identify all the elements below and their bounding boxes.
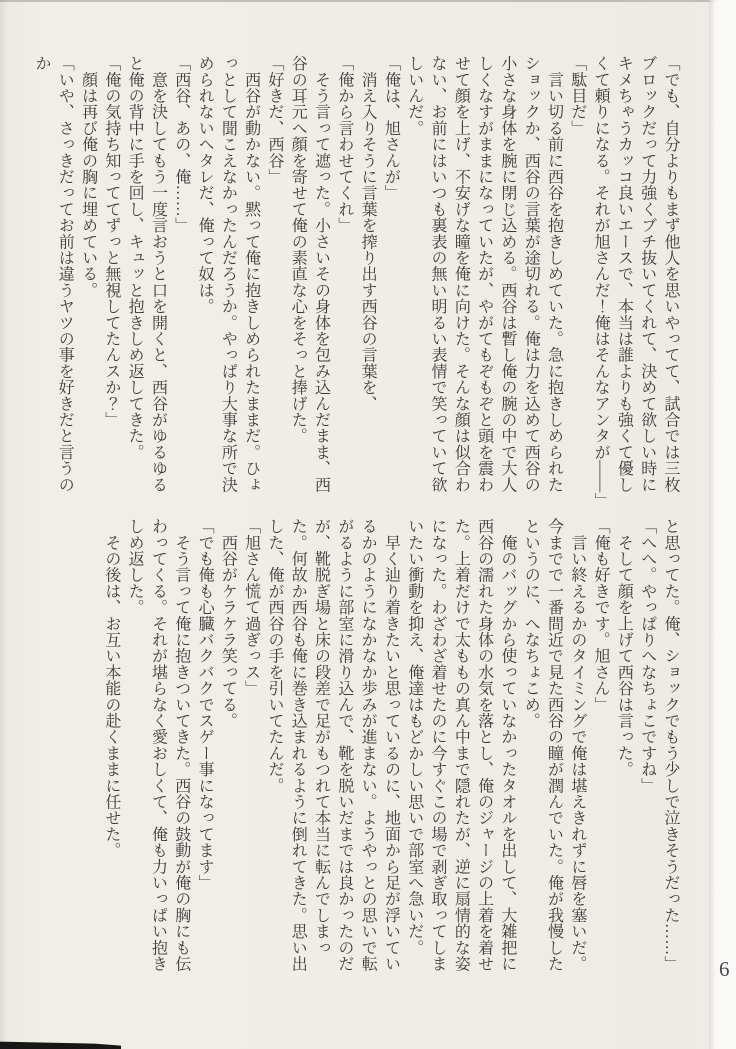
- paragraph: 「俺は、旭さんが」: [382, 55, 400, 201]
- scan-artifact-bottom-left: [0, 1040, 121, 1049]
- paragraph: そう言って俺に抱きついてきた。西谷の鼓動が俺の胸にも伝わってくる。それが堪らなく愛おしくて、俺も力いっぱい抱きしめ返した。: [126, 518, 190, 972]
- paragraph: 西谷が動かない。黙って俺に抱きしめられたままだ。ひょっとして聞こえなかったんだろうか。やっぱり大事な所で決められないヘタレだ、俺って奴は。: [196, 55, 260, 493]
- text-block-bottom: [70, 518, 682, 978]
- paragraph: その後は、お互い本能の赴くままに任せた。: [102, 518, 120, 859]
- page-top-edge: [0, 0, 736, 2]
- paragraph: 俺のバッグから使っていなかったタオルを出して、大雑把に西谷の濡れた身体の水気を落とし、俺のジャージの上着を着せた。上着だけで太ももの真ん中まで隠れたが、逆に扇情的な姿になった。わざわざ着せたのに今すぐこの場で剥ぎ取ってしまいたい衝動を抑え、俺達はもどかしい思いで部室へ急いだ。: [405, 518, 516, 972]
- paragraph: 「俺も好きです。旭さん」: [592, 518, 610, 713]
- paragraph: 「でも、自分よりもまず他人を思いやってて、試合では三枚ブロックだって力強くブチ抜いてくれて、決めて欲しい時にキメちゃうカッコ良いエースで、本当は誰よりも強くて優しくて頼りになる。それが旭さんだ！俺はそんなアンタが――」: [592, 55, 679, 509]
- page-number: 6: [719, 957, 730, 981]
- paragraph: 「俺から言わせてくれ」: [335, 55, 353, 234]
- paragraph: そして顔を上げて西谷は言った。: [615, 518, 633, 778]
- paragraph: 言い切る前に西谷を抱きしめていた。急に抱きしめられたショックか、西谷の言葉が途切れる。俺は力を込めて西谷の小さな身体を腕に閉じ込める。西谷は暫し俺の腕の中で大人しくなすがままになっていたが、やがてもぞもぞと頭を震わせて顔を上げ、不安げな瞳を俺に向けた。そんな顔は似合わない、お前にはいつも裏表の無い明るい表情で笑っていて欲しいんだ。: [405, 55, 563, 493]
- paragraph: 言い終えるかのタイミングで俺は堪えきれずに唇を塞いだ。今までで一番間近で見た西谷の瞳が潤んでいた。俺が我慢したというのに、へなちょこめ。: [522, 518, 586, 972]
- paragraph: 「でも俺も心臓バクバクでスゲー事になってます」: [196, 518, 214, 891]
- paragraph: 顔は再び俺の胸に埋めている。: [79, 55, 97, 298]
- paragraph: 「好きだ、西谷」: [265, 55, 283, 185]
- paragraph: 早く辿り着きたいと思っているのに、地面から足が浮いているかのようになかなか歩みが進まない。ようやっとの思いで転がるように部室に滑り込んで、靴を脱いだまでは良かったのだが、靴脱ぎ場と床の段差で足がもつれて本当に転んでしまった。何故か西谷も俺に巻き込まれるように倒れてきた。思い出した、俺が西谷の手を引いてたんだ。: [265, 518, 400, 972]
- paragraph: 西谷がケラケラ笑ってる。: [219, 518, 237, 729]
- paragraph: 「駄目だ」: [568, 55, 586, 136]
- paragraph: 「旭さん慌て過ぎっス」: [242, 518, 260, 697]
- text-block-top: [32, 55, 682, 509]
- paragraph: 消え入りそうに言葉を搾り出す西谷の言葉を、: [359, 55, 377, 412]
- paragraph: 「西谷、あの、俺……」: [172, 55, 190, 234]
- paragraph: 意を決してもう一度言おうと口を開くと、西谷がゆるゆると俺の背中に手を回し、キュッと抱きしめ返してきた。: [126, 55, 167, 493]
- paragraph: 「へへ。やっぱりへなちょこですね」: [638, 518, 656, 794]
- paragraph: そう言って遮った。小さいその身体を包み込んだまま、西谷の耳元へ顔を寄せて俺の素直な心をそっと捧げた。: [289, 55, 330, 493]
- paragraph: と思ってた。俺、ショックでもう少しで泣きそうだった……」: [662, 518, 679, 972]
- paragraph: 「いや、さっきだってお前は違うヤツの事を好きだと言うのか: [32, 55, 74, 493]
- paragraph: 「俺の気持ち知っててずっと無視してたんスか？」: [102, 55, 120, 428]
- page-right-edge: [709, 0, 736, 1049]
